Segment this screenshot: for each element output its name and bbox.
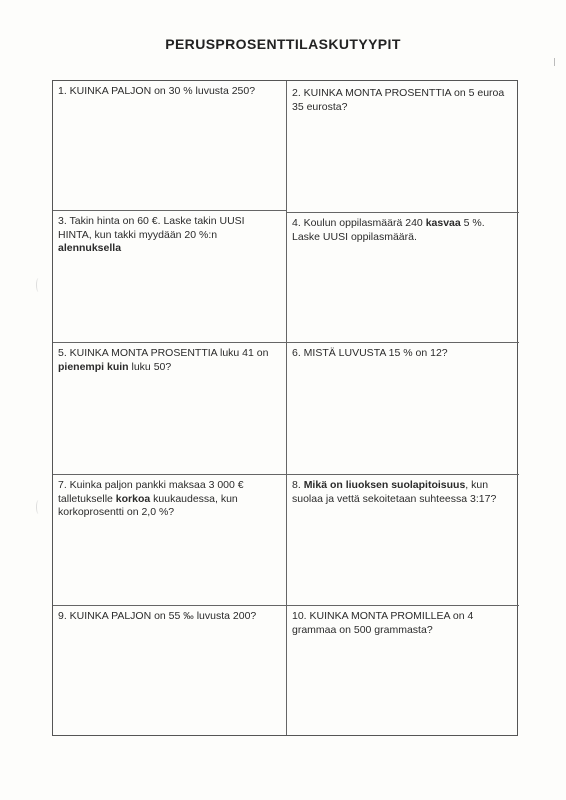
task-text: 7. Kuinka paljon pankki maksaa 3 000 € talletukselle — [58, 479, 244, 505]
task-grid — [52, 80, 518, 736]
page-title: PERUSPROSENTTILASKUTYYPIT — [165, 36, 401, 52]
punch-hole-mark — [36, 500, 41, 514]
task-10 — [287, 606, 519, 737]
task-6 — [287, 343, 519, 474]
task-text: 3. Takin hinta on 60 €. Laske takin UUSI HINTA, kun takki myydään 20 %:n — [58, 215, 245, 241]
task-text-end: luku 50? — [128, 360, 172, 373]
task-emphasis: korkoa — [115, 492, 151, 505]
task-4 — [287, 213, 519, 342]
task-text: 1. KUINKA PALJON on 30 % luvusta 250? — [58, 85, 256, 97]
task-emphasis: kasvaa — [425, 217, 461, 229]
task-text: 4. Koulun oppilasmäärä 240 — [292, 217, 426, 229]
task-9 — [53, 606, 286, 737]
task-text: 6. MISTÄ LUVUSTA 15 % on 12? — [292, 347, 448, 359]
task-emphasis: Mikä on liuoksen suolapitoisuus — [303, 479, 466, 491]
task-text-end: 5 %. Laske UUSI oppilasmäärä. — [292, 217, 485, 243]
task-3 — [53, 211, 286, 342]
task-emphasis: alennuksella — [58, 242, 122, 254]
task-8 — [287, 475, 519, 605]
punch-hole-mark — [36, 278, 41, 292]
scan-mark — [554, 58, 558, 66]
task-text-end: kuukaudessa, kun korkoprosentti on 2,0 %? — [58, 492, 238, 518]
task-5 — [53, 343, 286, 474]
task-text: 5. KUINKA MONTA PROSENTTIA luku 41 on — [58, 347, 269, 359]
task-7 — [53, 475, 286, 605]
task-text-end: , kun suolaa ja vettä sekoitetaan suhteessa 3:17? — [292, 479, 497, 505]
task-text: 9. KUINKA PALJON on 55 ‰ luvusta 200? — [58, 610, 257, 622]
task-text: 8. — [292, 479, 304, 491]
task-2 — [287, 83, 519, 212]
task-emphasis: pienempi kuin — [58, 360, 129, 373]
task-text: 10. KUINKA MONTA PROMILLEA on 4 grammaa on 500 grammasta? — [292, 610, 474, 636]
task-1 — [53, 81, 286, 210]
task-text: 2. KUINKA MONTA PROSENTTIA on 5 euroa 35 eurosta? — [292, 87, 505, 113]
